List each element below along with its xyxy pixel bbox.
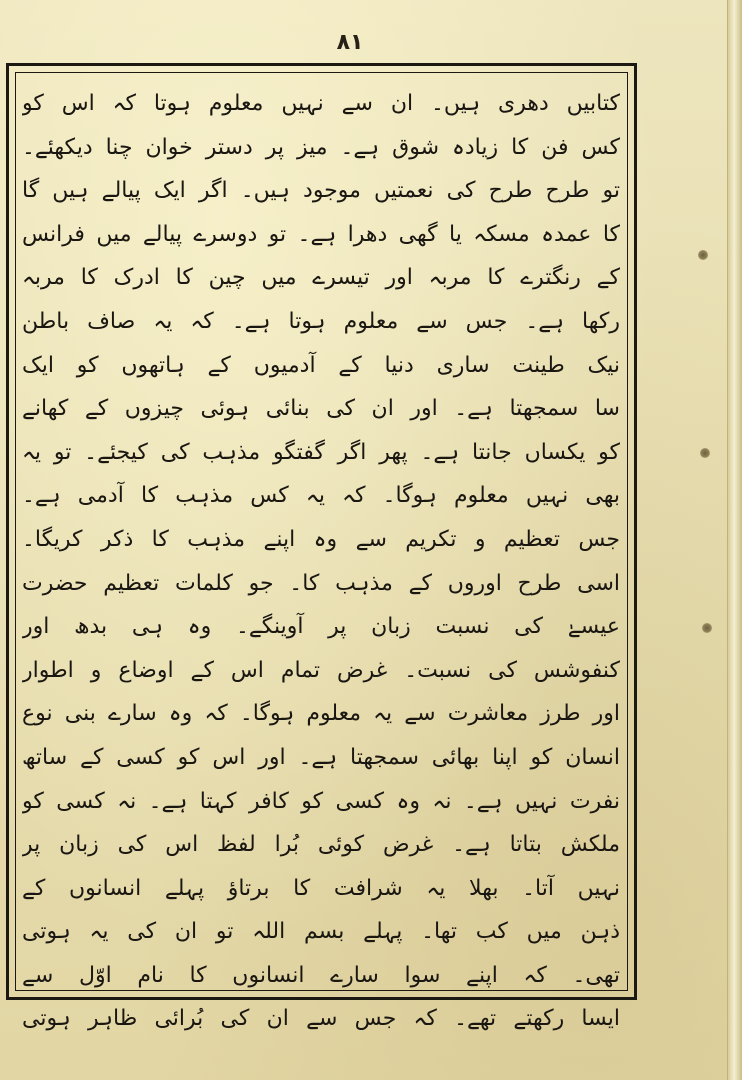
text-line: ملکش بتاتا ہے۔ غرض کوئی بُرا لفظ اس کی زبان پر [22, 832, 620, 858]
text-line: بھی نہیں معلوم ہوگا۔ کہ یہ کس مذہب کا آدمی ہے۔ [22, 483, 620, 509]
text-body [22, 82, 620, 1041]
page-edge [727, 0, 742, 1080]
text-line: کتابیں دھری ہیں۔ ان سے نہیں معلوم ہوتا کہ اس کو [22, 91, 620, 116]
text-line: عیسےٰ کی نسبت زبان پر آوینگے۔ وہ ہی بدھ اور [22, 614, 620, 640]
binding-hole [700, 448, 710, 458]
text-line: ایسا رکھتے تھے۔ کہ جس سے ان کی بُرائی ظاہر ہوتی [22, 1006, 620, 1032]
text-line: تو طرح طرح کی نعمتیں موجود ہیں۔ اگر ایک پیالے ہیں گا [22, 178, 620, 204]
binding-hole [702, 623, 712, 633]
text-line: تھی۔ کہ اپنے سوا سارے انسانوں کا نام اوّل سے [22, 962, 620, 988]
text-line: نیک طینت ساری دنیا کے آدمیوں کے ہاتھوں کو ایک [22, 352, 620, 378]
text-line: سا سمجھتا ہے۔ اور ان کی بنائی ہوئی چیزوں کے کھانے [22, 396, 620, 422]
text-line: رکھا ہے۔ جس سے معلوم ہوتا ہے۔ کہ یہ صاف باطن [22, 308, 620, 334]
text-line: اور طرز معاشرت سے یہ معلوم ہوگا۔ کہ وہ سارے بنی نوع [22, 701, 620, 727]
text-line: کس فن کا زیادہ شوق ہے۔ میز پر دستر خوان چنا دیکھئے۔ [22, 134, 620, 160]
text-line: ذہن میں کب تھا۔ پہلے بسم اللہ تو ان کی یہ ہوتی [22, 919, 620, 945]
text-line: کو یکساں جانتا ہے۔ پھر اگر گفتگو مذہب کی کیجئے۔ تو یہ [22, 439, 620, 465]
text-line: جس تعظیم و تکریم سے وہ اپنے مذہب کا ذکر کریگا۔ [22, 526, 620, 552]
text-line: کے رنگترے کا مربہ اور تیسرے میں چین کا ادرک کا مربہ [22, 265, 620, 291]
text-line: کا عمدہ مسکہ یا گھی دھرا ہے۔ تو دوسرے پیالے میں فرانس [22, 221, 620, 247]
page-number: ۸۱ [336, 30, 364, 55]
text-line: نہیں آتا۔ بھلا یہ شرافت کا برتاؤ پہلے انسانوں کے [22, 875, 620, 901]
text-line: کنفوشس کی نسبت۔ غرض تمام اس کے اوضاع و اطوار [22, 657, 620, 683]
text-line: اسی طرح اوروں کے مذہب کا۔ جو کلمات تعظیم حضرت [22, 570, 620, 596]
text-line: انسان کو اپنا بھائی سمجھتا ہے۔ اور اس کو کسی کے ساتھ [22, 744, 620, 770]
text-line: نفرت نہیں ہے۔ نہ وہ کسی کو کافر کہتا ہے۔ نہ کسی کو [22, 788, 620, 814]
binding-hole [698, 250, 708, 260]
